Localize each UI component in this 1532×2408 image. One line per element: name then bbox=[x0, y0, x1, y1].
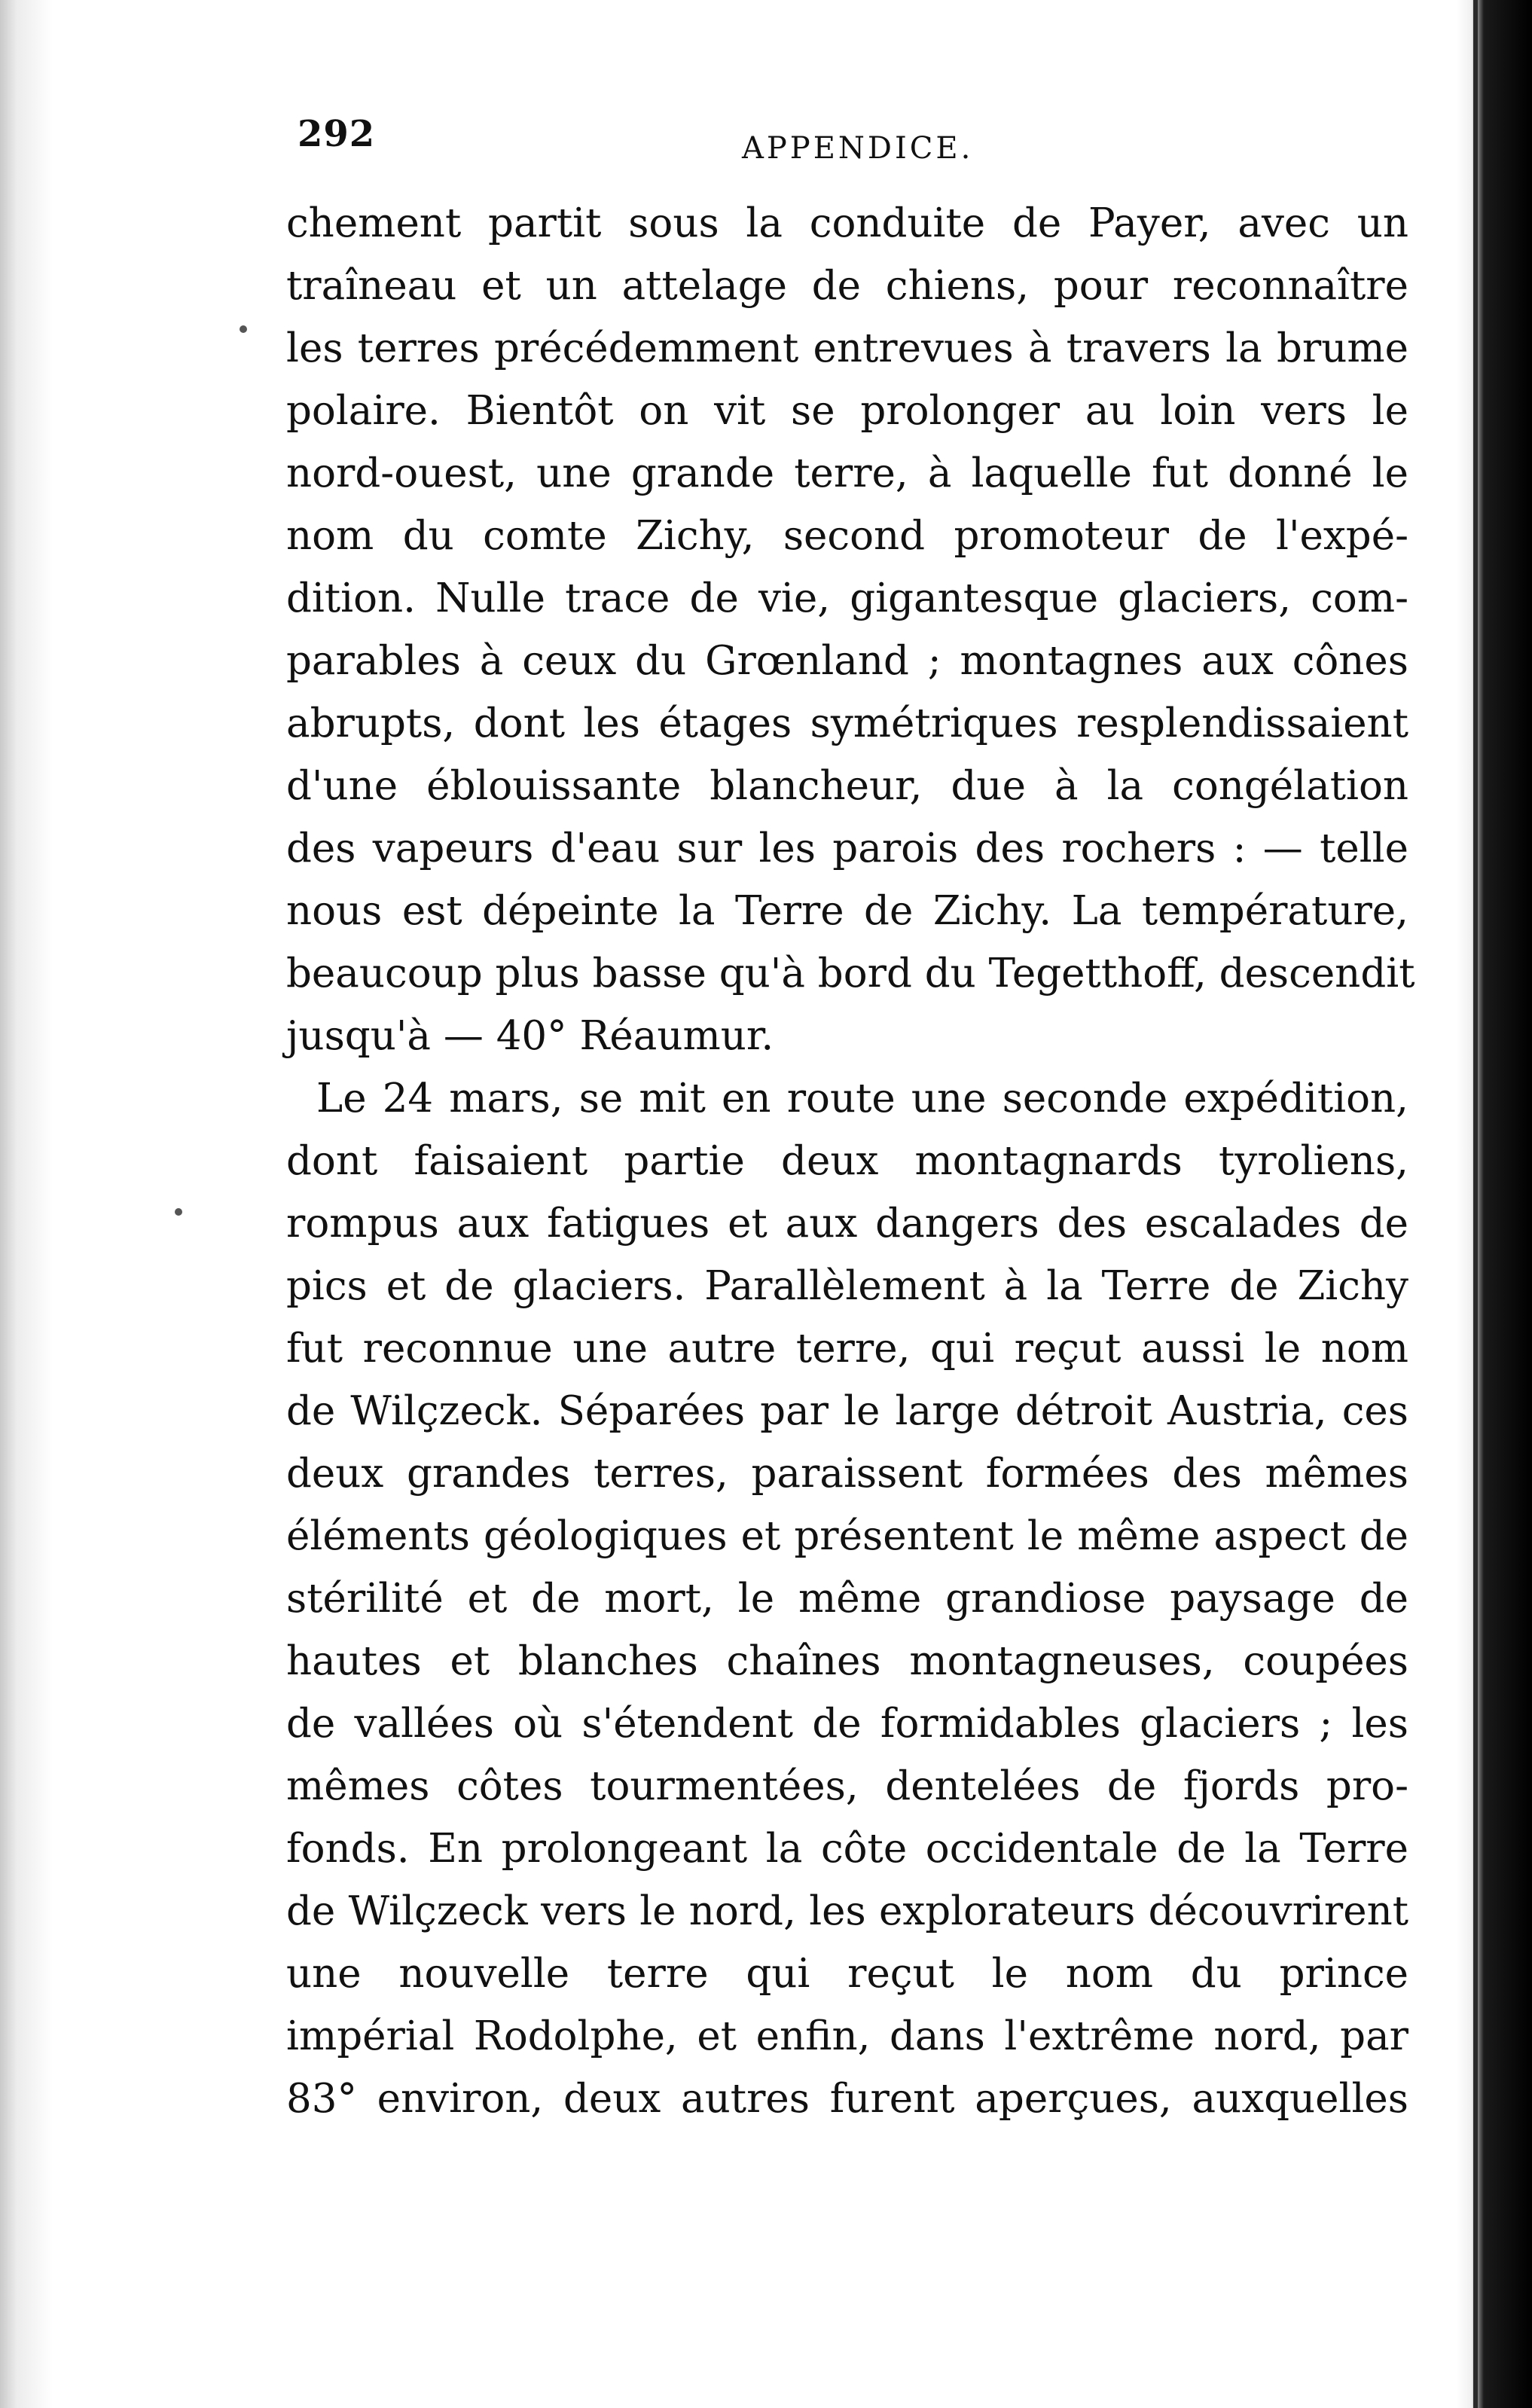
running-title: APPENDICE. bbox=[742, 131, 974, 166]
text-line: de vallées où s'étendent de formidables glaciers ; les bbox=[286, 1701, 1408, 1747]
running-head bbox=[298, 113, 1427, 166]
text-line: abrupts, dont les étages symétriques resplendissaient bbox=[286, 700, 1408, 746]
text-line: les terres précédemment entrevues à travers la brume bbox=[286, 325, 1408, 371]
text-line: de Wilçzeck vers le nord, les explorateurs découvrirent bbox=[286, 1888, 1408, 1934]
text-line: traîneau et un attelage de chiens, pour reconnaître bbox=[286, 263, 1408, 309]
text-line: jusqu'à — 40° Réaumur. bbox=[286, 1013, 774, 1059]
text-line: beaucoup plus basse qu'à bord du Tegetthoff, descendit bbox=[286, 951, 1415, 996]
text-line: pics et de glaciers. Parallèlement à la Terre de Zichy bbox=[286, 1263, 1408, 1309]
text-line: chement partit sous la conduite de Payer, avec un bbox=[286, 200, 1408, 246]
text-line: parables à ceux du Grœnland ; montagnes aux cônes bbox=[286, 638, 1408, 684]
page-number: 292 bbox=[298, 113, 376, 155]
text-line: dont faisaient partie deux montagnards tyroliens, bbox=[286, 1138, 1408, 1184]
text-line: mêmes côtes tourmentées, dentelées de fjords pro- bbox=[286, 1763, 1408, 1809]
stray-ink-dot bbox=[175, 1208, 182, 1216]
text-line: deux grandes terres, paraissent formées des mêmes bbox=[286, 1451, 1408, 1497]
text-line: dition. Nulle trace de vie, gigantesque glaciers, com- bbox=[286, 575, 1408, 621]
text-line: une nouvelle terre qui reçut le nom du prince bbox=[286, 1951, 1408, 1997]
body-text bbox=[286, 192, 1415, 2130]
text-line: 83° environ, deux autres furent aperçues, auxquelles bbox=[286, 2076, 1408, 2122]
text-line: impérial Rodolphe, et enfin, dans l'extrême nord, par bbox=[286, 2013, 1408, 2059]
text-line: d'une éblouissante blancheur, due à la congélation bbox=[286, 763, 1408, 809]
text-line: des vapeurs d'eau sur les parois des rochers : — telle bbox=[286, 826, 1408, 871]
text-line: nous est dépeinte la Terre de Zichy. La température, bbox=[286, 888, 1408, 934]
text-line: éléments géologiques et présentent le même aspect de bbox=[286, 1513, 1408, 1559]
stray-ink-dot bbox=[240, 325, 247, 333]
text-line: nord-ouest, une grande terre, à laquelle fut donné le bbox=[286, 450, 1408, 496]
text-line: nom du comte Zichy, second promoteur de l'expé- bbox=[286, 513, 1408, 559]
text-line: hautes et blanches chaînes montagneuses, coupées bbox=[286, 1638, 1408, 1684]
text-line: fonds. En prolongeant la côte occidentale de la Terre bbox=[286, 1826, 1408, 1872]
text-line: rompus aux fatigues et aux dangers des escalades de bbox=[286, 1201, 1408, 1247]
text-line: Le 24 mars, se mit en route une seconde expédition, bbox=[316, 1076, 1408, 1122]
paragraph-1 bbox=[286, 192, 1415, 1067]
text-line: stérilité et de mort, le même grandiose paysage de bbox=[286, 1576, 1408, 1622]
text-line: polaire. Bientôt on vit se prolonger au loin vers le bbox=[286, 388, 1408, 434]
text-line: de Wilçzeck. Séparées par le large détroit Austria, ces bbox=[286, 1388, 1408, 1434]
paragraph-2 bbox=[286, 1067, 1408, 2130]
text-line: fut reconnue une autre terre, qui reçut aussi le nom bbox=[286, 1326, 1408, 1372]
